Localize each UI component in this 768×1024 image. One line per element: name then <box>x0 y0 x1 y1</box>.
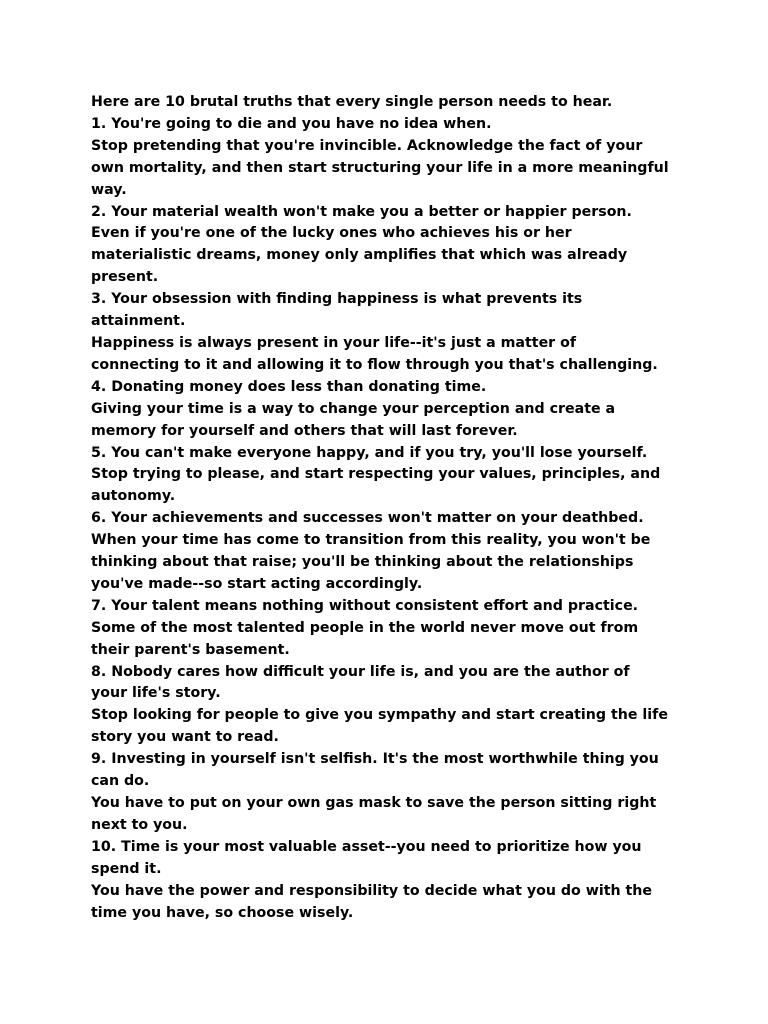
truth-5-body-line: Stop trying to please, and start respecting your values, principles, and <box>91 466 661 483</box>
truth-4-body-line: Giving your time is a way to change your perception and create a <box>91 400 616 417</box>
document-page <box>91 92 691 924</box>
truth-9-body-line: You have to put on your own gas mask to save the person sitting right <box>91 795 657 811</box>
truth-1-body-line: Stop pretending that you're invincible. Acknowledge the fact of your <box>91 137 643 154</box>
truth-3-body-line: Happiness is always present in your life--it's just a matter of <box>91 334 577 351</box>
truth-6-heading: 6. Your achievements and successes won't matter on your deathbed. <box>91 510 644 527</box>
truth-8-heading: your life's story. <box>91 685 221 702</box>
truth-9-heading: can do. <box>91 773 150 790</box>
truth-10-body-line: You have the power and responsibility to decide what you do with the <box>91 882 653 899</box>
truth-7-heading: 7. Your talent means nothing without consistent effort and practice. <box>91 597 639 614</box>
truth-2-heading: 2. Your material wealth won't make you a better or happier person. <box>91 203 632 220</box>
truth-9-heading: 9. Investing in yourself isn't selfish. It's the most worthwhile thing you <box>91 751 659 768</box>
truth-1-body-line: way. <box>91 181 127 198</box>
truth-3-heading: 3. Your obsession with finding happiness is what prevents its <box>91 291 583 308</box>
truth-2-body-line: present. <box>91 269 159 286</box>
truth-7-body-line: their parent's basement. <box>91 641 290 658</box>
truth-4-body-line: memory for yourself and others that will last forever. <box>91 422 518 439</box>
truth-6-body-line: you've made--so start acting accordingly. <box>91 575 423 592</box>
truth-8-body-line: Stop looking for people to give you sympathy and start creating the life <box>91 707 668 724</box>
truth-9-body-line: next to you. <box>91 816 188 833</box>
truth-2-body-line: materialistic dreams, money only amplifies that which was already <box>91 247 628 264</box>
truth-5-body-line: autonomy. <box>91 488 176 505</box>
truth-3-body-line: connecting to it and allowing it to flow through you that's challenging. <box>91 356 658 373</box>
truth-10-heading: spend it. <box>91 860 162 877</box>
truth-10-heading: 10. Time is your most valuable asset--you need to prioritize how you <box>91 838 642 855</box>
truth-8-body-line: story you want to read. <box>91 729 279 746</box>
truth-2-body-line: Even if you're one of the lucky ones who achieves his or her <box>91 225 572 242</box>
truth-4-heading: 4. Donating money does less than donating time. <box>91 378 487 395</box>
intro-line: Here are 10 brutal truths that every single person needs to hear. <box>91 94 613 110</box>
truth-1-heading: 1. You're going to die and you have no idea when. <box>91 115 492 132</box>
truth-1-body-line: own mortality, and then start structuring your life in a more meaningful <box>91 159 669 176</box>
truth-8-heading: 8. Nobody cares how difficult your life is, and you are the author of <box>91 663 630 680</box>
truth-7-body-line: Some of the most talented people in the world never move out from <box>91 619 639 636</box>
truth-3-heading: attainment. <box>91 313 186 330</box>
truth-5-heading: 5. You can't make everyone happy, and if you try, you'll lose yourself. <box>91 444 648 461</box>
truth-10-body-line: time you have, so choose wisely. <box>91 904 354 921</box>
truth-6-body-line: thinking about that raise; you'll be thinking about the relationships <box>91 554 634 571</box>
truth-6-body-line: When your time has come to transition from this reality, you won't be <box>91 532 651 549</box>
